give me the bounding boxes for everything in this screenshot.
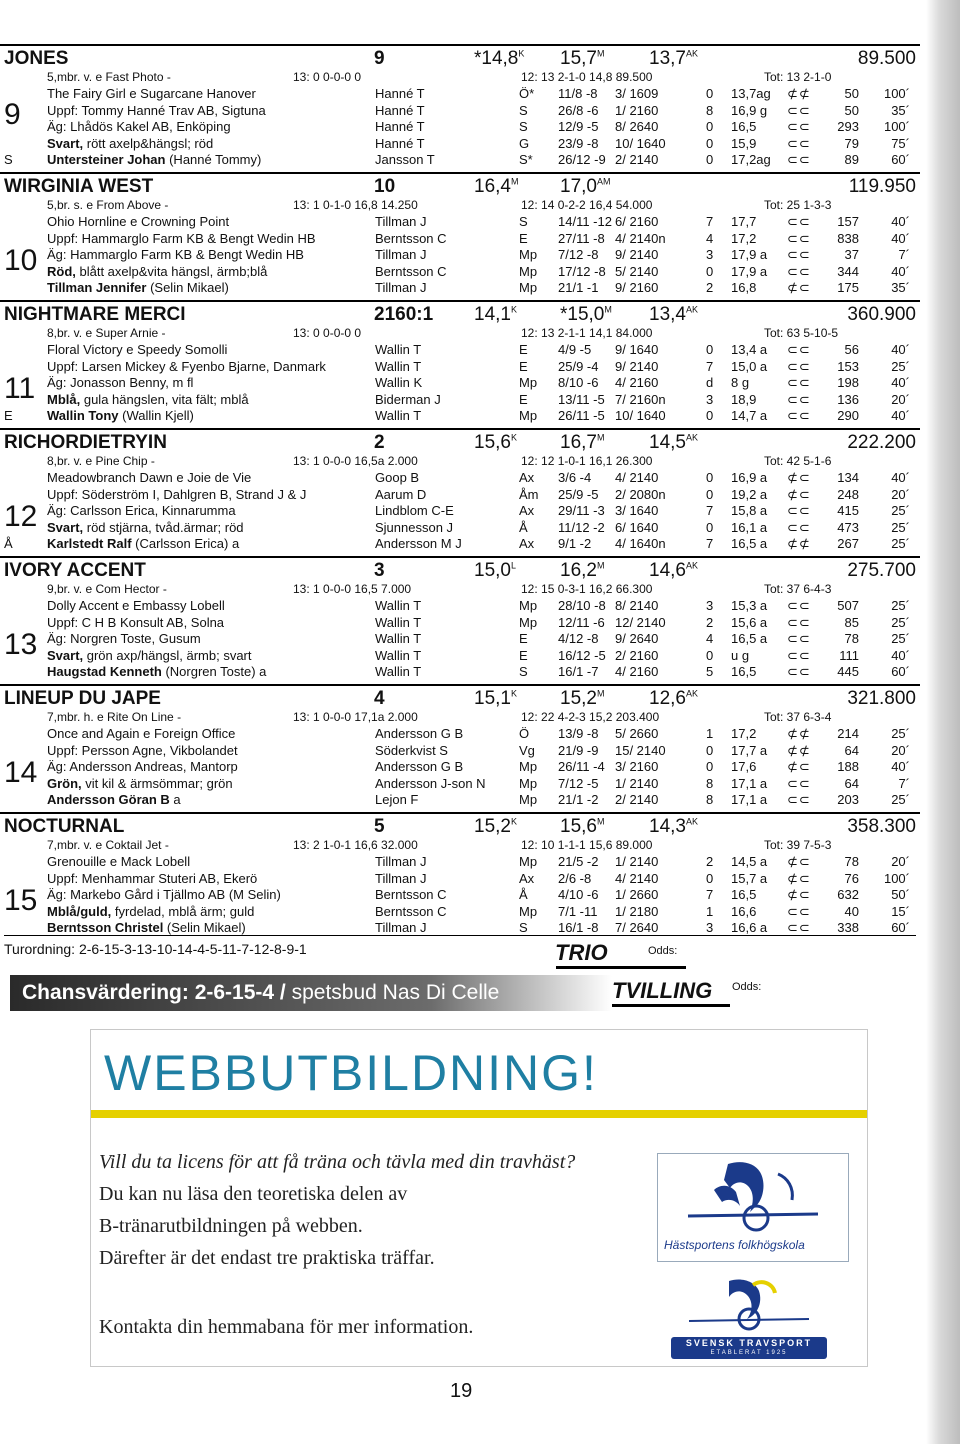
start-line: Svart, rött axelp&hängsl; röd Hanné T G 23/9 -8 10/ 1640 0 15,9 ⊂⊂ 79 75´ xyxy=(47,135,910,151)
start-line: Äg: Lhådös Kakel AB, Enköping Hanné T S 12/9 -5 8/ 2640 0 16,5 ⊂⊂ 293 100´ xyxy=(47,119,910,135)
shoe-icon: ⊄⊂ xyxy=(787,470,811,485)
shoe-icon: ⊂⊂ xyxy=(787,102,811,118)
shoe-icon: ⊂⊂ xyxy=(787,391,811,407)
start-line: Wallin Tony (Wallin Kjell) Wallin T Mp 26/11 -5 10/ 1640 0 14,7 a ⊂⊂ 290 40´ xyxy=(47,408,910,424)
record-1: $15,6^K$ xyxy=(474,432,517,453)
horse-entry xyxy=(0,684,920,812)
start-line: Tillman Jennifer (Selin Mikael) Tillman J Mp 21/1 -1 9/ 2160 2 16,8 ⊄⊂ 175 35´ xyxy=(47,280,910,296)
ad-line-5: Kontakta din hemmabana för mer information. xyxy=(99,1316,474,1338)
horse-name: RICHORDIETRYIN xyxy=(4,432,167,453)
record-1: $16,4^M$ xyxy=(474,176,519,197)
start-line: Untersteiner Johan (Hanné Tommy) Jansson T S* 26/12 -9 2/ 2140 0 17,2ag ⊂⊂ 89 60´ xyxy=(47,152,910,168)
horse-summary: 7,mbr. h. e Rite On Line - 13: 1 0-0-0 17,1a 2.000 12: 22 4-2-3 15,2 203.400 Tot: 37 6-3-4 xyxy=(47,710,832,724)
horse-entry xyxy=(0,172,920,300)
record-2: $16,7^M$ xyxy=(560,432,605,453)
start-line: Ohio Hornline e Crowning Point Tillman J S 14/11 -12 6/ 2160 7 17,7 ⊂⊂ 157 40´ xyxy=(47,214,910,229)
start-line: Äg: Hammarglo Farm KB & Bengt Wedin HB Tillman J Mp 7/12 -8 9/ 2140 3 17,9 a ⊂⊂ 37 7´ xyxy=(47,247,910,263)
horse-header xyxy=(4,816,916,836)
record-1: $15,0^L$ xyxy=(474,560,516,581)
start-line: Äg: Jonasson Benny, m fl Wallin K Mp 8/10 -6 4/ 2160 d 8 g ⊂⊂ 198 40´ xyxy=(47,375,910,391)
shoe-icon: ⊂⊂ xyxy=(787,214,811,229)
record-1: $14,1^K$ xyxy=(474,304,517,325)
start-line: Berntsson Christel (Selin Mikael) Tillman J S 16/1 -8 7/ 2640 3 16,6 a ⊂⊂ 338 60´ xyxy=(47,920,910,936)
start-order: Turordning: 2-6-15-3-13-10-14-4-5-11-7-12-8-9-1 xyxy=(4,941,307,957)
start-line: Karlstedt Ralf (Carlsson Erica) a Andersson M J Ax 9/1 -2 4/ 1640n 7 16,5 a ⊄⊄ 267 25´ xyxy=(47,536,910,552)
chance-rating-text: spetsbud Nas Di Celle xyxy=(285,981,500,1004)
shoe-icon: ⊂⊂ xyxy=(787,408,811,424)
trio-underline xyxy=(556,966,686,969)
record-2: $17,0^{AM}$ xyxy=(560,176,611,197)
earnings: 89.500 xyxy=(857,48,916,69)
shoe-icon: ⊂⊂ xyxy=(787,263,811,279)
start-position: 10 xyxy=(374,176,396,197)
page-number: 19 xyxy=(450,1380,473,1402)
start-position: 3 xyxy=(374,560,385,581)
horse-name: NIGHTMARE MERCI xyxy=(4,304,186,325)
start-line: Uppf: Tommy Hanné Trav AB, Sigtuna Hanné T S 26/8 -6 1/ 2160 8 16,9 g ⊂⊂ 50 35´ xyxy=(47,102,910,118)
shoe-icon: ⊄⊄ xyxy=(787,86,811,101)
shoe-icon: ⊄⊂ xyxy=(787,486,811,502)
ad-line-2: Du kan nu läsa den teoretiska delen av xyxy=(99,1183,408,1205)
shoe-icon: ⊂⊂ xyxy=(787,375,811,391)
horse-entry xyxy=(0,44,920,172)
start-line: Uppf: Larsen Mickey & Fyenbo Bjarne, Danmark Wallin T E 25/9 -4 9/ 2140 7 15,0 a ⊂⊂ 153 25´ xyxy=(47,358,910,374)
driver-mark: S xyxy=(4,152,13,167)
record-2: $*15,0^M$ xyxy=(560,304,612,325)
ad-line-3: B-tränarutbildningen på webben. xyxy=(99,1215,363,1237)
horse-entry xyxy=(0,428,920,556)
record-1: $15,1^K$ xyxy=(474,688,517,709)
record-2: $15,7^M$ xyxy=(560,48,605,69)
start-line: Mblå/guld, fyrdelad, mblå ärm; guld Berntsson C Mp 7/1 -11 1/ 2180 1 16,6 ⊂⊂ 40 15´ xyxy=(47,903,910,919)
trotter-icon xyxy=(669,1275,829,1335)
shoe-icon: ⊂⊂ xyxy=(787,135,811,151)
record-3: $12,6^{AK}$ xyxy=(649,688,698,709)
tvilling-odds-label: Odds: xyxy=(732,981,762,993)
ad-line-1: Vill du ta licens för att få träna och tävla med din travhäst? xyxy=(99,1151,576,1173)
shoe-icon: ⊂⊂ xyxy=(787,631,811,647)
start-line: Röd, blått axelp&vita hängsl, ärmb;blå Berntsson C Mp 17/12 -8 5/ 2140 0 17,9 a ⊂⊂ 344 40´ xyxy=(47,263,910,279)
start-line: Haugstad Kenneth (Norgren Toste) a Wallin T S 16/1 -7 4/ 2160 5 16,5 ⊂⊂ 445 60´ xyxy=(47,664,910,680)
chance-rating-bold: Chansvärdering: 2-6-15-4 / xyxy=(22,981,286,1004)
horse-name: NOCTURNAL xyxy=(4,816,125,837)
shoe-icon: ⊂⊂ xyxy=(787,664,811,680)
horse-header xyxy=(4,176,916,196)
folkhogskola-name: Hästsportens folkhögskola xyxy=(664,1238,805,1252)
shoe-icon: ⊂⊂ xyxy=(787,598,811,613)
ad-title: WEBBUTBILDNING! xyxy=(104,1045,598,1101)
shoe-icon: ⊂⊂ xyxy=(787,775,811,791)
ad-line-4: Därefter är det endast tre praktiska träffar. xyxy=(99,1247,435,1269)
shoe-icon: ⊂⊂ xyxy=(787,920,811,936)
start-line: Meadowbranch Dawn e Joie de Vie Goop B Ax 3/6 -4 4/ 2140 0 16,9 a ⊄⊂ 134 40´ xyxy=(47,470,910,485)
shoe-icon: ⊂⊂ xyxy=(787,519,811,535)
trio-odds-label: Odds: xyxy=(648,945,678,957)
shoe-icon: ⊂⊂ xyxy=(787,152,811,168)
education-ad xyxy=(90,1029,868,1367)
shoe-icon: ⊄⊂ xyxy=(787,759,811,775)
earnings: 275.700 xyxy=(847,560,916,581)
record-2: $16,2^M$ xyxy=(560,560,605,581)
travsport-name: SVENSK TRAVSPORT xyxy=(685,1338,813,1348)
shoe-icon: ⊂⊂ xyxy=(787,342,811,357)
start-line: Äg: Norgren Toste, Gusum Wallin T E 4/12 -8 9/ 2640 4 16,5 a ⊂⊂ 78 25´ xyxy=(47,631,910,647)
horse-entry xyxy=(0,812,920,940)
travsport-banner xyxy=(671,1337,827,1359)
driver-mark: E xyxy=(4,408,13,423)
start-number: 10 xyxy=(4,244,38,277)
start-number: 13 xyxy=(4,628,38,661)
horse-entry xyxy=(0,556,920,684)
divider xyxy=(4,935,916,936)
horse-name: WIRGINIA WEST xyxy=(4,176,154,197)
start-line: Uppf: C H B Konsult AB, Solna Wallin T Mp 12/11 -6 12/ 2140 2 15,6 a ⊂⊂ 85 25´ xyxy=(47,614,910,630)
start-line: Äg: Andersson Andreas, Mantorp Andersson G B Mp 26/11 -4 3/ 2160 0 17,6 ⊄⊂ 188 40´ xyxy=(47,759,910,775)
horse-header xyxy=(4,48,916,68)
horse-summary: 8,br. v. e Pine Chip - 13: 1 0-0-0 16,5a 2.000 12: 12 1-0-1 16,1 26.300 Tot: 42 5-1-6 xyxy=(47,454,832,468)
record-3: $14,3^{AK}$ xyxy=(649,816,698,837)
horse-summary: 5,mbr. v. e Fast Photo - 13: 0 0-0-0 0 12: 13 2-1-0 14,8 89.500 Tot: 13 2-1-0 xyxy=(47,70,832,84)
shoe-icon: ⊂⊂ xyxy=(787,792,811,808)
horse-header xyxy=(4,304,916,324)
shoe-icon: ⊂⊂ xyxy=(787,119,811,135)
shoe-icon: ⊄⊄ xyxy=(787,536,811,552)
start-line: Mblå, gula hängslen, vita fält; mblå Biderman J E 13/11 -5 7/ 2160n 3 18,9 ⊂⊂ 136 20´ xyxy=(47,391,910,407)
start-position: 2160:1 xyxy=(374,304,434,325)
travsport-founded: ETABLERAT 1925 xyxy=(710,1350,788,1356)
record-2: $15,6^M$ xyxy=(560,816,605,837)
record-1: $15,2^K$ xyxy=(474,816,517,837)
start-line: Uppf: Persson Agne, Vikbolandet Söderkvist S Vg 21/9 -9 15/ 2140 0 17,7 a ⊄⊄ 64 20´ xyxy=(47,742,910,758)
start-line: Uppf: Hammarglo Farm KB & Bengt Wedin HB Berntsson C E 27/11 -8 4/ 2140n 4 17,2 ⊂⊂ 838 40´ xyxy=(47,230,910,246)
start-line: Dolly Accent e Embassy Lobell Wallin T Mp 28/10 -8 8/ 2140 3 15,3 a ⊂⊂ 507 25´ xyxy=(47,598,910,613)
shoe-icon: ⊂⊂ xyxy=(787,358,811,374)
shoe-icon: ⊂⊂ xyxy=(787,614,811,630)
ad-yellow-line xyxy=(91,1110,867,1118)
start-line: Floral Victory e Speedy Somolli Wallin T E 4/9 -5 9/ 1640 0 13,4 a ⊂⊂ 56 40´ xyxy=(47,342,910,357)
start-line: Grön, vit kil & ärmsömmar; grön Andersson J-son N Mp 7/12 -5 1/ 2140 8 17,1 a ⊂⊂ 64 7´ xyxy=(47,775,910,791)
trio-logo: TRIO xyxy=(555,940,608,965)
start-line: The Fairy Girl e Sugarcane Hanover Hanné T Ö* 11/8 -8 3/ 1609 0 13,7ag ⊄⊄ 50 100´ xyxy=(47,86,910,101)
start-line: Äg: Markebo Gård i Tjällmo AB (M Selin) Berntsson C Å 4/10 -6 1/ 2660 7 16,5 ⊄⊂ 632 50´ xyxy=(47,887,910,903)
record-3: $14,5^{AK}$ xyxy=(649,432,698,453)
chance-rating-banner xyxy=(10,975,612,1011)
tvilling-underline xyxy=(612,1004,730,1007)
shoe-icon: ⊂⊂ xyxy=(787,647,811,663)
horse-header xyxy=(4,560,916,580)
shoe-icon: ⊂⊂ xyxy=(787,903,811,919)
tvilling-logo: TVILLING xyxy=(612,978,713,1003)
start-number: 15 xyxy=(4,884,38,917)
earnings: 119.950 xyxy=(848,176,916,197)
horse-entry xyxy=(0,300,920,428)
record-3: $13,7^{AK}$ xyxy=(649,48,698,69)
driver-mark: Å xyxy=(4,536,13,551)
horse-name: IVORY ACCENT xyxy=(4,560,146,581)
record-2: $15,2^M$ xyxy=(560,688,605,709)
page-edge-shadow xyxy=(926,0,960,1444)
horse-name: JONES xyxy=(4,48,69,69)
start-line: Uppf: Menhammar Stuteri AB, Ekerö Tillman J Ax 2/6 -8 4/ 2140 0 15,7 a ⊄⊂ 76 100´ xyxy=(47,870,910,886)
earnings: 222.200 xyxy=(847,432,916,453)
horse-summary: 7,mbr. v. e Coktail Jet - 13: 2 1-0-1 16,6 32.000 12: 10 1-1-1 15,6 89.000 Tot: 39 7-5-3 xyxy=(47,838,832,852)
start-position: 5 xyxy=(374,816,385,837)
earnings: 321.800 xyxy=(847,688,916,709)
start-position: 2 xyxy=(374,432,385,453)
start-position: 9 xyxy=(374,48,385,69)
start-number: 9 xyxy=(4,98,21,131)
earnings: 358.300 xyxy=(847,816,916,837)
horse-summary: 9,br. v. e Com Hector - 13: 1 0-0-0 16,5 7.000 12: 15 0-3-1 16,2 66.300 Tot: 37 6-4-3 xyxy=(47,582,832,596)
shoe-icon: ⊂⊂ xyxy=(787,230,811,246)
record-3: $14,6^{AK}$ xyxy=(649,560,698,581)
start-number: 11 xyxy=(4,372,36,405)
horse-header xyxy=(4,432,916,452)
start-position: 4 xyxy=(374,688,385,709)
horse-name: LINEUP DU JAPE xyxy=(4,688,161,709)
start-line: Uppf: Söderström I, Dahlgren B, Strand J & J Aarum D Åm 25/9 -5 2/ 2080n 0 19,2 a ⊄⊂ 248 20´ xyxy=(47,486,910,502)
start-line: Andersson Göran B a Lejon F Mp 21/1 -2 2/ 2140 8 17,1 a ⊂⊂ 203 25´ xyxy=(47,792,910,808)
horse-header xyxy=(4,688,916,708)
shoe-icon: ⊄⊂ xyxy=(787,280,811,296)
start-line: Svart, grön axp/hängsl, ärmb; svart Wallin T E 16/12 -5 2/ 2160 0 u g ⊂⊂ 111 40´ xyxy=(47,647,910,663)
start-line: Äg: Carlsson Erica, Kinnarumma Lindblom C-E Ax 29/11 -3 3/ 1640 7 15,8 a ⊂⊂ 415 25´ xyxy=(47,503,910,519)
start-line: Svart, röd stjärna, tvåd.ärmar; röd Sjunnesson J Å 11/12 -2 6/ 1640 0 16,1 a ⊂⊂ 473 25´ xyxy=(47,519,910,535)
shoe-icon: ⊄⊄ xyxy=(787,742,811,758)
start-number: 12 xyxy=(4,500,38,533)
record-1: $*14,8^K$ xyxy=(474,48,525,69)
folkhogskola-logo xyxy=(657,1153,849,1262)
shoe-icon: ⊄⊂ xyxy=(787,854,811,869)
start-line: Once and Again e Foreign Office Andersson G B Ö 13/9 -8 5/ 2660 1 17,2 ⊄⊄ 214 25´ xyxy=(47,726,910,741)
shoe-icon: ⊄⊂ xyxy=(787,887,811,903)
shoe-icon: ⊂⊂ xyxy=(787,247,811,263)
record-3: $13,4^{AK}$ xyxy=(649,304,698,325)
horse-summary: 8,br. v. e Super Arnie - 13: 0 0-0-0 0 12: 13 2-1-1 14,1 84.000 Tot: 63 5-10-5 xyxy=(47,326,839,340)
svensk-travsport-logo xyxy=(669,1275,829,1360)
start-line: Grenouille e Mack Lobell Tillman J Mp 21/5 -2 1/ 2140 2 14,5 a ⊄⊂ 78 20´ xyxy=(47,854,910,869)
race-program xyxy=(0,44,920,940)
shoe-icon: ⊂⊂ xyxy=(787,503,811,519)
horse-summary: 5,br. s. e From Above - 13: 1 0-1-0 16,8 14.250 12: 14 0-2-2 16,4 54.000 Tot: 25 1-3-3 xyxy=(47,198,832,212)
earnings: 360.900 xyxy=(847,304,916,325)
shoe-icon: ⊄⊂ xyxy=(787,870,811,886)
start-number: 14 xyxy=(4,756,38,789)
shoe-icon: ⊄⊄ xyxy=(787,726,811,741)
